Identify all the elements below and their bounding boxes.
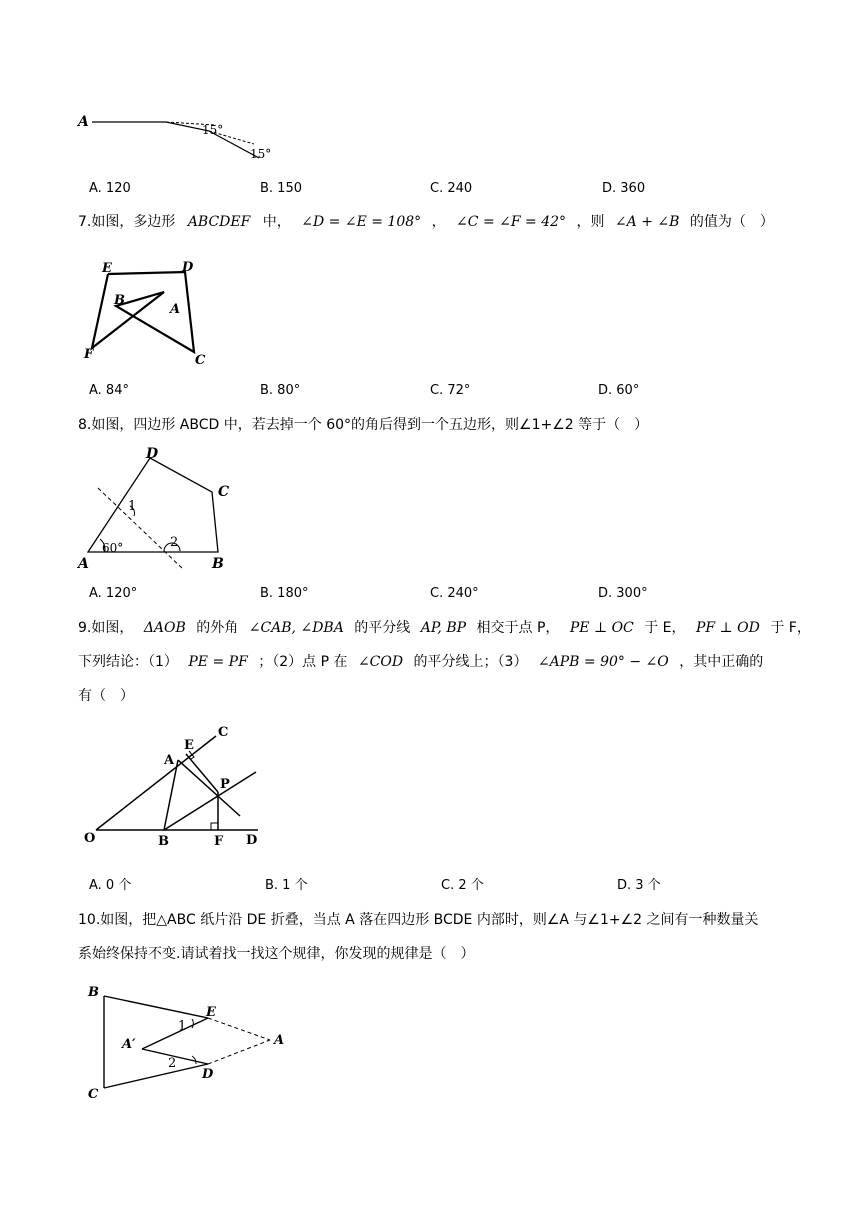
q6-label-a: A: [78, 114, 89, 130]
q10-figure: [84, 980, 294, 1104]
svg-text:2: 2: [170, 535, 179, 550]
q8-option-b: B. 180°: [260, 586, 309, 601]
q10-question-line-1: 10.如图，把△ABC 纸片沿 DE 折叠，当点 A 落在四边形 BCDE 内部时，则∠A 与∠1+∠2 之间有一种数量关: [78, 912, 759, 928]
q9-question-line-3: 有（ ）: [78, 688, 134, 704]
q9-option-a: A. 0 个: [89, 878, 132, 893]
svg-text:A: A: [164, 753, 175, 768]
svg-text:F: F: [84, 347, 94, 362]
q7-figure: [78, 258, 228, 370]
q6-option-b: B. 150: [260, 181, 302, 196]
svg-text:B: B: [114, 293, 125, 308]
q8-option-a: A. 120°: [89, 586, 138, 601]
svg-text:D: D: [246, 833, 258, 848]
q8-option-c: C. 240°: [430, 586, 479, 601]
svg-text:E: E: [206, 1005, 216, 1020]
svg-text:O: O: [84, 831, 96, 846]
svg-text:D: D: [182, 260, 194, 275]
q9-figure: [80, 718, 270, 848]
q10-question-line-2: 系始终保持不变.请试着找一找这个规律，你发现的规律是（ ）: [78, 946, 475, 962]
q6-angle-2: 15°: [250, 147, 272, 161]
svg-text:F: F: [214, 834, 224, 848]
svg-text:A′: A′: [122, 1037, 136, 1052]
q7-option-d: D. 60°: [598, 383, 640, 398]
svg-text:1: 1: [128, 499, 137, 514]
svg-text:E: E: [102, 261, 112, 276]
svg-text:A: A: [78, 556, 89, 572]
q9-question-line-1: 9.如图， ΔAOB 的外角 ∠CAB, ∠DBA 的平分线 AP, BP 相交于点 P， PE ⊥ OC 于 E， PF ⊥ OD 于 F，: [78, 620, 811, 636]
q7-option-b: B. 80°: [260, 383, 301, 398]
svg-text:D: D: [202, 1067, 214, 1082]
q9-option-d: D. 3 个: [617, 878, 661, 893]
svg-text:60°: 60°: [102, 541, 124, 555]
svg-text:A: A: [170, 302, 181, 317]
q6-option-a: A. 120: [89, 181, 131, 196]
q8-option-d: D. 300°: [598, 586, 648, 601]
svg-text:P: P: [220, 777, 230, 792]
svg-text:D: D: [146, 446, 159, 462]
q7-option-c: C. 72°: [430, 383, 471, 398]
q6-figure: [74, 108, 284, 168]
q9-option-c: C. 2 个: [441, 878, 484, 893]
svg-text:B: B: [158, 834, 169, 848]
svg-text:2: 2: [168, 1056, 177, 1071]
svg-text:C: C: [88, 1087, 99, 1102]
svg-text:B: B: [88, 985, 99, 1000]
q9-option-b: B. 1 个: [265, 878, 308, 893]
svg-text:C: C: [195, 353, 206, 368]
q6-option-d: D. 360: [602, 181, 646, 196]
q8-question: 8.如图，四边形 ABCD 中，若去掉一个 60°的角后得到一个五边形，则∠1+∠2 等于（ ）: [78, 417, 649, 433]
q6-option-c: C. 240: [430, 181, 473, 196]
q7-question: 7.如图，多边形 ABCDEF 中， ∠D = ∠E = 108° ， ∠C = ∠F = 42° ，则 ∠A + ∠B 的值为（ ）: [78, 214, 774, 230]
q8-figure: [76, 444, 236, 576]
svg-text:A: A: [274, 1033, 285, 1048]
q6-angle-1: 15°: [202, 123, 224, 137]
svg-text:E: E: [184, 738, 194, 753]
svg-text:C: C: [218, 484, 230, 500]
q9-question-line-2: 下列结论：（1） PE = PF ；（2）点 P 在 ∠COD 的平分线上；（3） ∠APB = 90° − ∠O ，其中正确的: [78, 654, 764, 670]
svg-text:B: B: [212, 556, 224, 572]
svg-text:1: 1: [178, 1019, 187, 1034]
svg-text:C: C: [218, 725, 229, 740]
q7-option-a: A. 84°: [89, 383, 129, 398]
